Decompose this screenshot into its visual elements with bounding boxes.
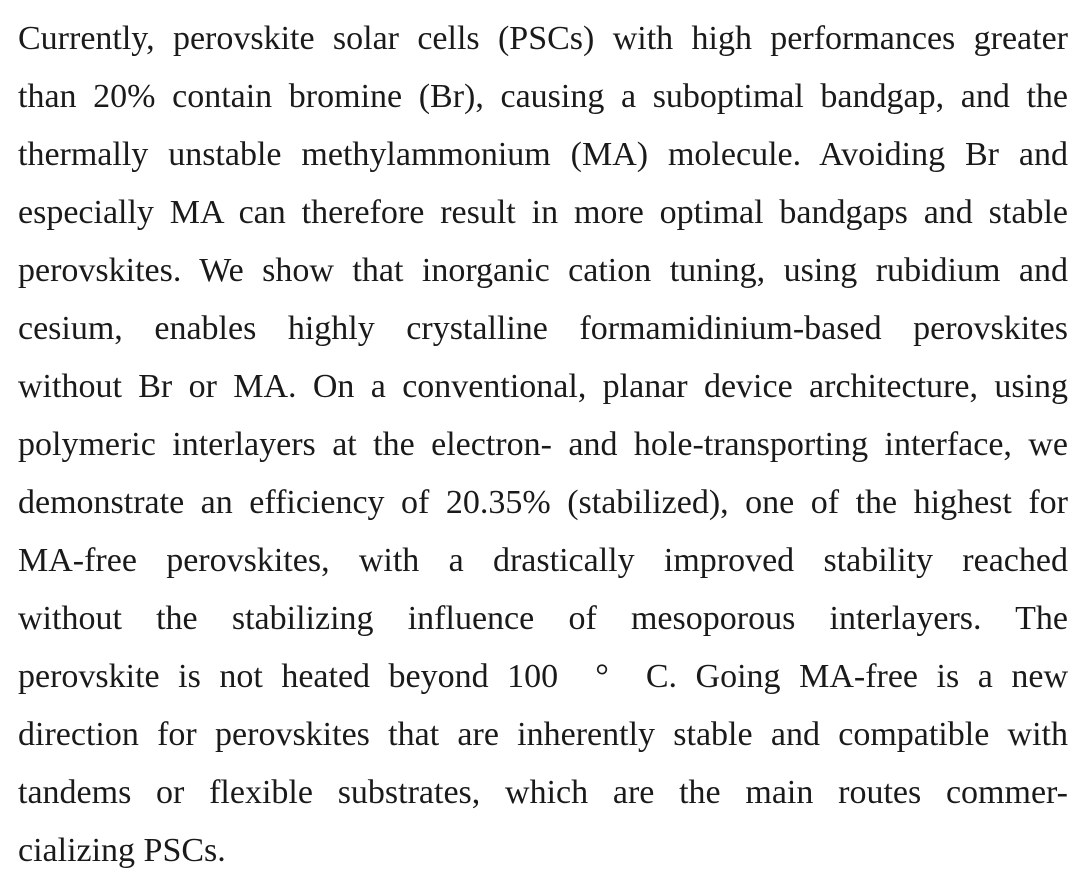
abstract-text-block (18, 10, 1068, 880)
text-line: tandems or flexible substrates, which are the main routes commer- (18, 774, 1068, 811)
text-line: cializing PSCs. (18, 832, 226, 869)
text-line: than 20% contain bromine (Br), causing a suboptimal bandgap, and the (18, 78, 1068, 115)
text-line: Currently, perovskite solar cells (PSCs) with high performances greater (18, 20, 1068, 57)
text-line: without the stabilizing influence of mesoporous interlayers. The (18, 600, 1068, 637)
text-line: cesium, enables highly crystalline formamidinium-based perovskites (18, 310, 1068, 347)
text-line: MA-free perovskites, with a drastically improved stability reached (18, 542, 1068, 579)
text-line: demonstrate an efficiency of 20.35% (stabilized), one of the highest for (18, 484, 1068, 521)
text-line: without Br or MA. On a conventional, planar device architecture, using (18, 368, 1068, 405)
text-line: perovskite is not heated beyond 100 ° C. Going MA-free is a new (18, 658, 1068, 695)
text-line: polymeric interlayers at the electron- and hole-transporting interface, we (18, 426, 1068, 463)
text-line: direction for perovskites that are inherently stable and compatible with (18, 716, 1068, 753)
text-line: perovskites. We show that inorganic cation tuning, using rubidium and (18, 252, 1068, 289)
text-line: thermally unstable methylammonium (MA) molecule. Avoiding Br and (18, 136, 1068, 173)
text-line: especially MA can therefore result in more optimal bandgaps and stable (18, 194, 1068, 231)
